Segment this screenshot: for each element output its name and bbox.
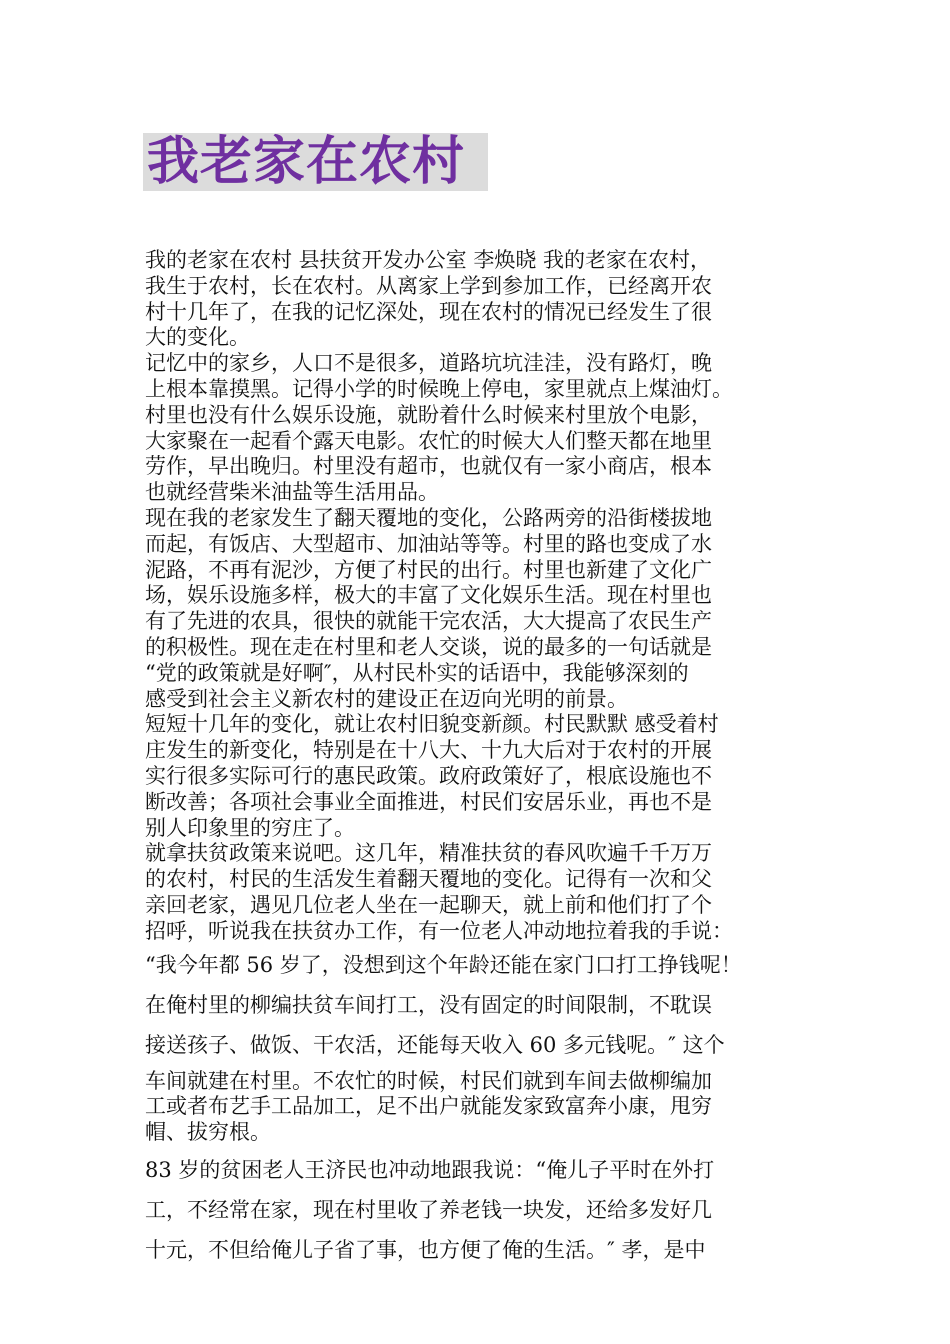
text-line: 现在我的老家发生了翻天覆地的变化，公路两旁的沿街楼拔地 <box>145 505 712 530</box>
text-line: 就拿扶贫政策来说吧。这几年，精准扶贫的春风吹遍千千万万 <box>145 841 712 866</box>
text-line: 上根本靠摸黑。记得小学的时候晚上停电，家里就点上煤油灯。 <box>145 376 733 401</box>
text-line: 断改善；各项社会事业全面推进，村民们安居乐业，再也不是 <box>145 789 712 814</box>
text-line: 别人印象里的穷庄了。 <box>145 815 355 840</box>
text-line: 有了先进的农具，很快的就能干完农活，大大提高了农民生产 <box>145 609 712 634</box>
text-line: 在俺村里的柳编扶贫车间打工，没有固定的时间限制，不耽误 <box>145 992 712 1017</box>
text-line: 车间就建在村里。不农忙的时候，村民们就到车间去做柳编加 <box>145 1068 712 1093</box>
text-line: 亲回老家，遇见几位老人坐在一起聊天，就上前和他们打了个 <box>145 892 712 917</box>
text-line: 村十几年了，在我的记忆深处，现在农村的情况已经发生了很 <box>145 299 712 324</box>
text-line: 大家聚在一起看个露天电影。农忙的时候大人们整天都在地里 <box>145 428 712 453</box>
text-line: 大的变化。 <box>145 325 250 350</box>
text-line: 十元，不但给俺儿子省了事，也方便了俺的生活。″ 孝，是中 <box>145 1237 706 1262</box>
text-line: 劳作，早出晚归。村里没有超市，也就仅有一家小商店，根本 <box>145 454 712 479</box>
text-line: 而起，有饭店、大型超市、加油站等等。村里的路也变成了水 <box>145 531 712 556</box>
text-line: 招呼，听说我在扶贫办工作，有一位老人冲动地拉着我的手说： <box>145 918 733 943</box>
text-line: 我生于农村，长在农村。从离家上学到参加工作，已经离开农 <box>145 273 712 298</box>
text-line: “我今年都 56 岁了，没想到这个年龄还能在家门口打工挣钱呢！ <box>145 952 742 977</box>
text-line: 接送孩子、做饭、干农活，还能每天收入 60 多元钱呢。″ 这个 <box>145 1032 725 1057</box>
text-line: 泥路，不再有泥沙，方便了村民的出行。村里也新建了文化广 <box>145 557 712 582</box>
text-line: 的农村，村民的生活发生着翻天覆地的变化。记得有一次和父 <box>145 867 712 892</box>
text-line: 感受到社会主义新农村的建设正在迈向光明的前景。 <box>145 686 628 711</box>
text-line: 场，娱乐设施多样，极大的丰富了文化娱乐生活。现在村里也 <box>145 583 712 608</box>
document-title: 我老家在农村 <box>147 132 466 192</box>
text-line: 实行很多实际可行的惠民政策。政府政策好了，根底设施也不 <box>145 763 712 788</box>
text-line: 短短十几年的变化，就让农村旧貌变新颜。村民默默 感受着村 <box>145 712 719 737</box>
document-body <box>145 248 813 1270</box>
text-line: 村里也没有什么娱乐设施，就盼着什么时候来村里放个电影， <box>145 402 712 427</box>
text-line: 工，不经常在家，现在村里收了养老钱一块发，还给多发好几 <box>145 1197 712 1222</box>
text-line: 记忆中的家乡，人口不是很多，道路坑坑洼洼，没有路灯，晚 <box>145 351 712 376</box>
text-line: 庄发生的新变化，特别是在十八大、十九大后对于农村的开展 <box>145 738 712 763</box>
text-line: 83 岁的贫困老人王济民也冲动地跟我说：“俺儿子平时在外打 <box>145 1157 715 1182</box>
title-highlight <box>143 133 488 191</box>
text-line: 也就经营柴米油盐等生活用品。 <box>145 480 439 505</box>
text-line: 帽、拔穷根。 <box>145 1120 271 1145</box>
text-line: 的积极性。现在走在村里和老人交谈，说的最多的一句话就是 <box>145 634 712 659</box>
text-line: 我的老家在农村 县扶贫开发办公室 李焕晓 我的老家在农村， <box>145 248 712 272</box>
text-line: 工或者布艺手工品加工，足不出户就能发家致富奔小康，甩穷 <box>145 1094 712 1119</box>
text-line: “党的政策就是好啊″，从村民朴实的话语中，我能够深刻的 <box>145 660 689 685</box>
